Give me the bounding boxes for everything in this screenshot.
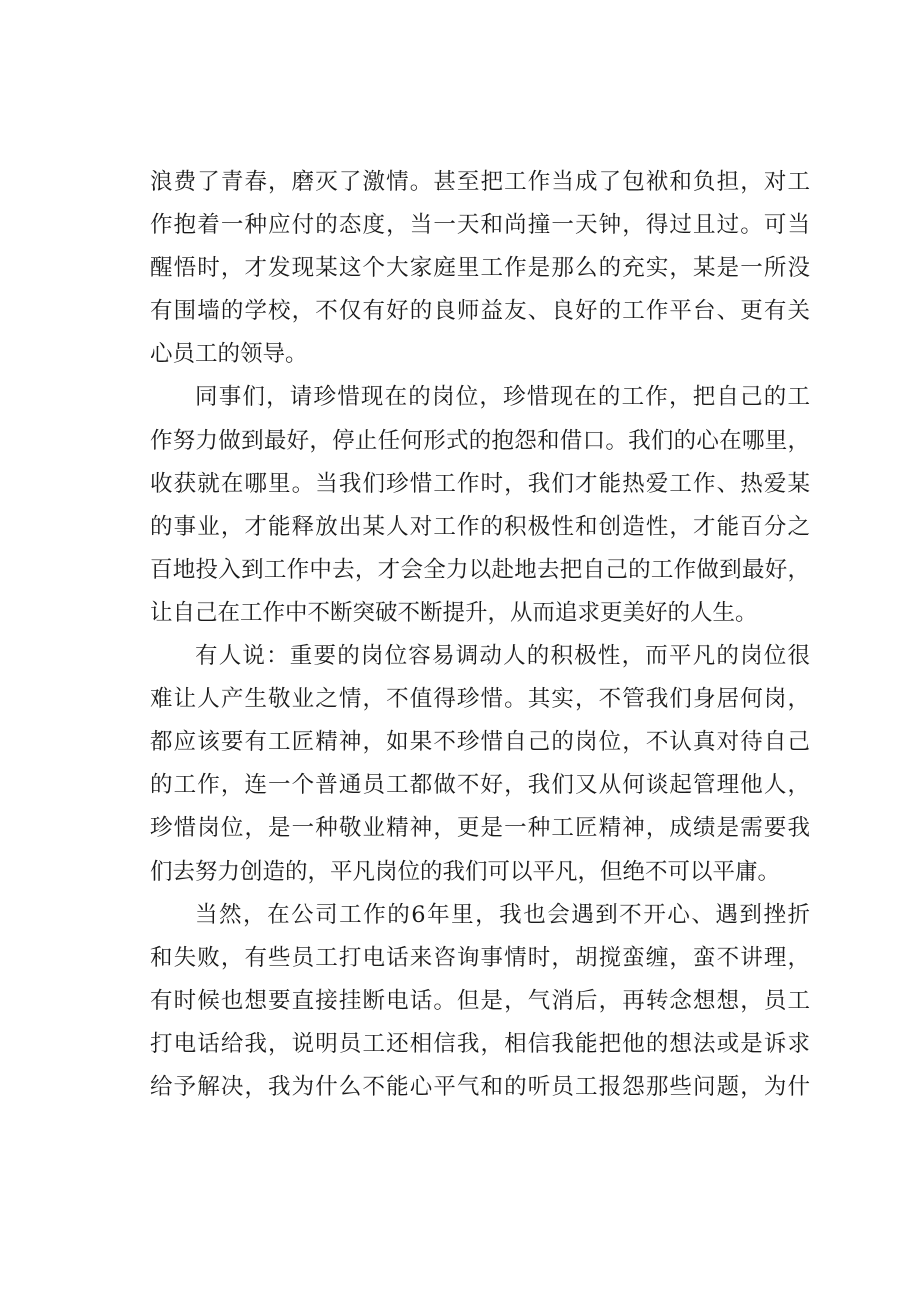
text-line: 珍惜岗位，是一种敬业精神，更是一种工匠精神，成绩是需要我 bbox=[150, 815, 810, 842]
text-line: 都应该要有工匠精神，如果不珍惜自己的岗位，不认真对待自己 bbox=[150, 729, 810, 756]
text-line: 作努力做到最好，停止任何形式的抱怨和借口。我们的心在哪里， bbox=[150, 427, 810, 454]
text-line: 作抱着一种应付的态度，当一天和尚撞一天钟，得过且过。可当 bbox=[150, 212, 810, 239]
text-line: 的工作，连一个普通员工都做不好，我们又从何谈起管理他人， bbox=[150, 772, 810, 799]
text-line: 百地投入到工作中去，才会全力以赴地去把自己的工作做到最好， bbox=[150, 556, 810, 583]
text-line: 有时候也想要直接挂断电话。但是，气消后，再转念想想，员工 bbox=[150, 987, 810, 1014]
text-line: 醒悟时，才发现某这个大家庭里工作是那么的充实，某是一所没 bbox=[150, 255, 810, 282]
text-line: 们去努力创造的，平凡岗位的我们可以平凡，但绝不可以平庸。 bbox=[150, 858, 781, 885]
text-line: 和失败，有些员工打电话来咨询事情时，胡搅蛮缠，蛮不讲理， bbox=[150, 944, 810, 971]
text-line: 收获就在哪里。当我们珍惜工作时，我们才能热爱工作、热爱某 bbox=[150, 470, 810, 497]
text-line: 有围墙的学校，不仅有好的良师益友、良好的工作平台、更有关 bbox=[150, 298, 810, 325]
text-line: 给予解决，我为什么不能心平气和的听员工报怨那些问题，为什 bbox=[150, 1073, 810, 1100]
text-line: 让自己在工作中不断突破不断提升，从而追求更美好的人生。 bbox=[150, 599, 758, 626]
text-line: 当然，在公司工作的6年里，我也会遇到不开心、遇到挫折 bbox=[195, 901, 810, 928]
paragraph-3 bbox=[150, 635, 810, 894]
paragraph-2 bbox=[150, 376, 810, 635]
paragraph-1 bbox=[150, 161, 810, 376]
text-line: 打电话给我，说明员工还相信我，相信我能把他的想法或是诉求 bbox=[150, 1030, 810, 1057]
text-line: 同事们，请珍惜现在的岗位，珍惜现在的工作，把自己的工 bbox=[195, 384, 810, 411]
text-line: 难让人产生敬业之情，不值得珍惜。其实，不管我们身居何岗， bbox=[150, 686, 810, 713]
paragraph-4 bbox=[150, 894, 810, 1109]
text-line: 浪费了青春，磨灭了激情。甚至把工作当成了包袱和负担，对工 bbox=[150, 169, 810, 195]
text-line: 心员工的领导。 bbox=[150, 341, 308, 368]
body-text bbox=[150, 161, 810, 1109]
text-line: 有人说：重要的岗位容易调动人的积极性，而平凡的岗位很 bbox=[195, 643, 810, 670]
text-line: 的事业，才能释放出某人对工作的积极性和创造性，才能百分之 bbox=[150, 513, 810, 540]
